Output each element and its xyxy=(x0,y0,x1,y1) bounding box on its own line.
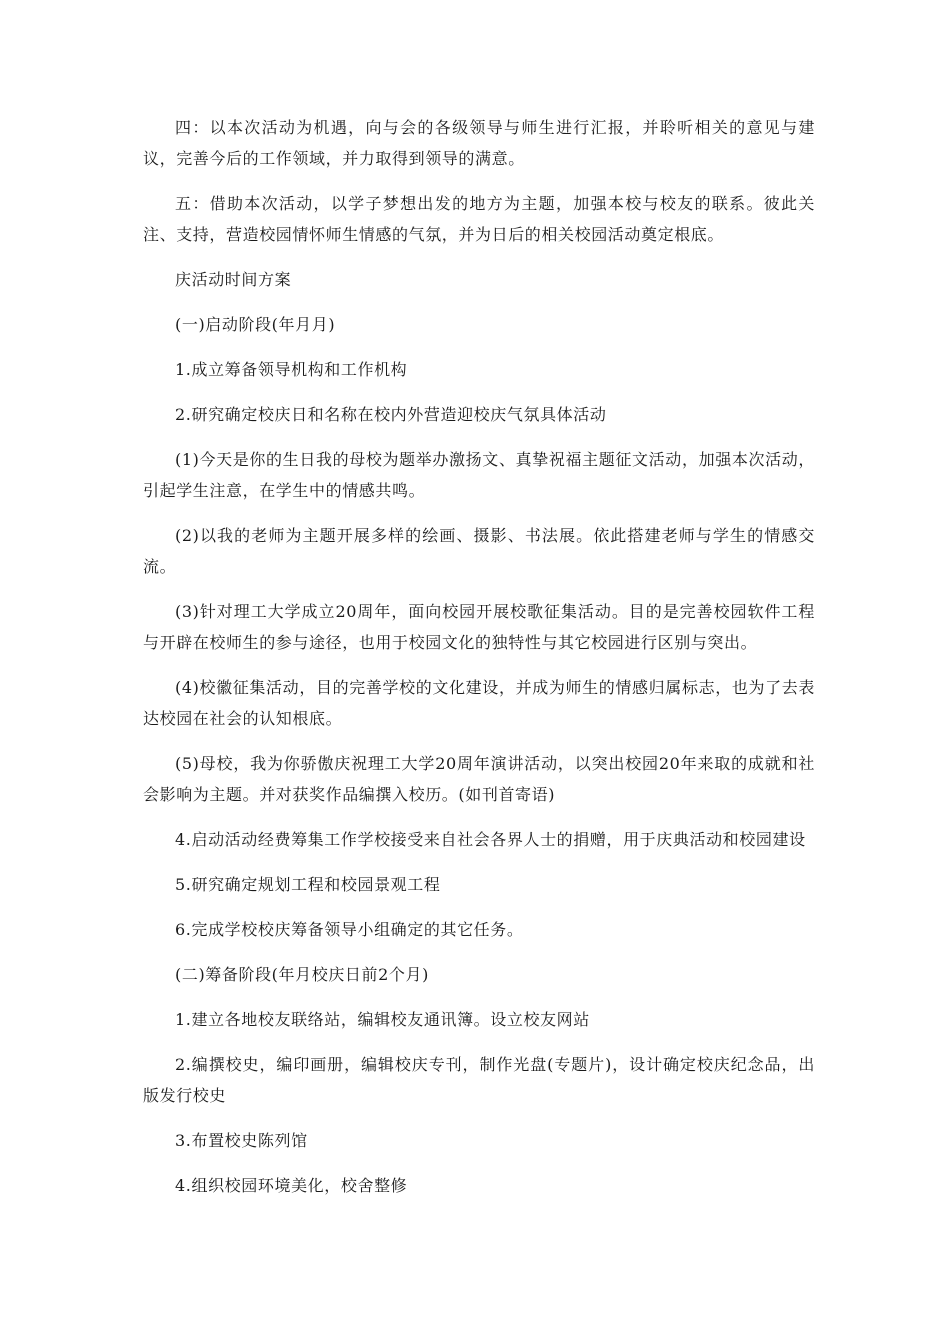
sub-list-item: (1)今天是你的生日我的母校为题举办激扬文、真挚祝福主题征文活动，加强本次活动，引起学生注意，在学生中的情感共鸣。 xyxy=(143,450,815,500)
list-item: 1.建立各地校友联络站，编辑校友通讯簿。设立校友网站 xyxy=(175,1010,590,1029)
list-item: 4.组织校园环境美化，校舍整修 xyxy=(175,1176,408,1195)
list-item: 2.研究确定校庆日和名称在校内外营造迎校庆气氛具体活动 xyxy=(175,405,607,424)
list-item: 3.布置校史陈列馆 xyxy=(175,1131,308,1150)
phase-heading-preparation: (二)筹备阶段(年月校庆日前2个月) xyxy=(175,965,429,984)
list-item: 5.研究确定规划工程和校园景观工程 xyxy=(175,875,441,894)
list-item: 4.启动活动经费筹集工作学校接受来自社会各界人士的捐赠，用于庆典活动和校园建设 xyxy=(175,830,806,849)
sub-list-item: (3)针对理工大学成立20周年，面向校园开展校歌征集活动。目的是完善校园软件工程与开辟在校师生的参与途径，也用于校园文化的独特性与其它校园进行区别与突出。 xyxy=(143,602,815,652)
document-body xyxy=(143,112,815,1215)
sub-list-item: (2)以我的老师为主题开展多样的绘画、摄影、书法展。依此搭建老师与学生的情感交流。 xyxy=(143,526,815,576)
sub-list-item: (4)校徽征集活动，目的完善学校的文化建设，并成为师生的情感归属标志，也为了去表达校园在社会的认知根底。 xyxy=(143,678,815,728)
paragraph-goal-five: 五：借助本次活动，以学子梦想出发的地方为主题，加强本校与校友的联系。彼此关注、支持，营造校园情怀师生情感的气氛，并为日后的相关校园活动奠定根底。 xyxy=(143,194,815,244)
sub-list-item: (5)母校，我为你骄傲庆祝理工大学20周年演讲活动，以突出校园20年来取的成就和社会影响为主题。并对获奖作品编撰入校历。(如刊首寄语) xyxy=(143,754,815,804)
paragraph-goal-four: 四：以本次活动为机遇，向与会的各级领导与师生进行汇报，并聆听相关的意见与建议，完善今后的工作领域，并力取得到领导的满意。 xyxy=(143,118,815,168)
list-item: 6.完成学校校庆筹备领导小组确定的其它任务。 xyxy=(175,920,524,939)
list-item: 1.成立筹备领导机构和工作机构 xyxy=(175,360,408,379)
section-heading-schedule: 庆活动时间方案 xyxy=(175,270,292,289)
list-item: 2.编撰校史，编印画册，编辑校庆专刊，制作光盘(专题片)，设计确定校庆纪念品，出版发行校史 xyxy=(143,1055,815,1105)
phase-heading-launch: (一)启动阶段(年月月) xyxy=(175,315,336,334)
